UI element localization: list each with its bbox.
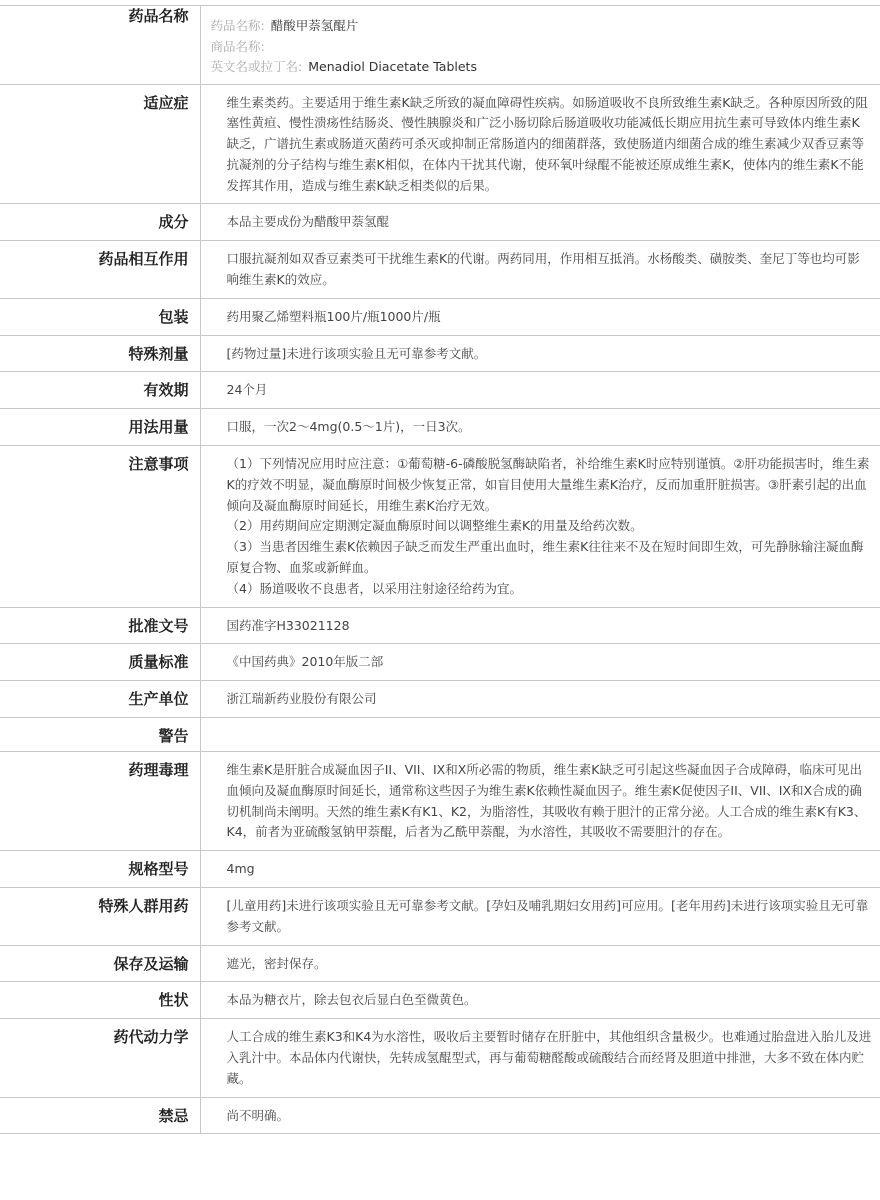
generic-name-key: 药品名称:: [210, 18, 265, 33]
value-paragraph: 遮光，密封保存。: [226, 955, 327, 971]
row-label: 用法用量: [0, 409, 200, 446]
row-value: [200, 446, 880, 608]
row-section: [0, 681, 880, 718]
row-value: [200, 718, 880, 752]
row-section: [0, 888, 880, 946]
row-section: [0, 204, 880, 241]
row-value: [200, 681, 880, 718]
value-paragraph: 维生素K是肝脏合成凝血因子II、VII、IX和X所必需的物质，维生素K缺乏可引起这些凝血因子合成障碍，临床可见出血倾向及凝血酶原时间延长，通常称这些因子为维生素K依赖性凝血因子。维生素K促使因子II、VII、IX和X合成的确切机制尚未阐明。天然的维生素K有K1、K2，为脂溶性，其吸收有赖于胆汁的正常分泌。人工合成的维生素K有K3、K4，前者为亚硫酸氢钠甲萘醌，后者为乙酰甲萘醌，为水溶性，其吸收不需要胆汁的存在。: [226, 762, 867, 840]
row-section: [0, 335, 880, 372]
value-paragraph: 24个月: [226, 382, 268, 398]
row-value: [200, 84, 880, 204]
row-section: [0, 372, 880, 409]
row-value: [200, 982, 880, 1019]
trade-name-key: 商品名称:: [210, 38, 265, 54]
row-section: [0, 945, 880, 982]
value-paragraph: 本品为糖衣片，除去包衣后显白色至微黄色。: [226, 992, 477, 1008]
value-paragraph: 药用聚乙烯塑料瓶100片/瓶1000片/瓶: [226, 308, 441, 324]
row-value: [200, 888, 880, 946]
row-label: 药代动力学: [0, 1019, 200, 1097]
value-paragraph: [药物过量]未进行该项实验且无可靠参考文献。: [226, 345, 487, 361]
value-paragraph: 尚不明确。: [226, 1107, 290, 1123]
row-value: [200, 607, 880, 644]
value-paragraph: 口服抗凝剂如双香豆素类可干扰维生素K的代谢。两药同用，作用相互抵消。水杨酸类、磺胺类、奎尼丁等也均可影响维生素K的效应。: [226, 251, 860, 288]
generic-name-line: [211, 16, 873, 37]
row-section: [0, 982, 880, 1019]
english-name-line: [211, 57, 873, 78]
row-value: [200, 204, 880, 241]
value-paragraph: （4）肠道吸收不良患者，以采用注射途径给药为宜。: [226, 580, 522, 596]
row-value: [200, 1019, 880, 1097]
value-paragraph: 口服，一次2～4mg(0.5～1片)，一日3次。: [226, 419, 471, 435]
row-section: [0, 409, 880, 446]
value-paragraph: （1）下列情况应用时应注意：①葡萄糖-6-磷酸脱氢酶缺陷者，补给维生素K时应特别谨慎。②肝功能损害时，维生素K的疗效不明显，凝血酶原时间极少恢复正常，如盲目使用大量维生素K治疗，反而加重肝脏损害。③肝素引起的出血倾向及凝血酶原时间延长，用维生素K治疗无效。: [226, 456, 870, 513]
empty-value: [227, 726, 873, 744]
row-value: [200, 752, 880, 851]
row-label: 规格型号: [0, 851, 200, 888]
row-label: 成分: [0, 204, 200, 241]
row-label: 药品相互作用: [0, 241, 200, 299]
english-name-key: 英文名或拉丁名:: [210, 59, 303, 74]
value-paragraph: 维生素类药。主要适用于维生素K缺乏所致的凝血障碍性疾病。如肠道吸收不良所致维生素K缺乏。各种原因所致的阻塞性黄疸、慢性溃疡性结肠炎、慢性胰腺炎和广泛小肠切除后肠道吸收功能减低长期应用抗生素可导致体内维生素K缺乏，广谱抗生素或肠道灭菌药可杀灭或抑制正常肠道内的细菌群落，致使肠道内细菌合成的维生素减少双香豆素等抗凝剂的分子结构与维生素K相似，在体内干扰其代谢，使环氧叶绿醌不能被还原成维生素K，使体内的维生素K不能发挥其作用，造成与维生素K缺乏相类似的后果。: [226, 94, 868, 193]
row-label: 特殊剂量: [0, 335, 200, 372]
row-section: [0, 752, 880, 851]
row-label: 包装: [0, 298, 200, 335]
drug-info-table: [0, 5, 880, 1134]
row-label: 注意事项: [0, 446, 200, 608]
row-section: [0, 718, 880, 752]
row-label: 批准文号: [0, 607, 200, 644]
row-value: [200, 851, 880, 888]
row-label: 禁忌: [0, 1097, 200, 1134]
row-section: [0, 1019, 880, 1097]
drug-name-details: [200, 6, 880, 85]
value-paragraph: 《中国药典》2010年版二部: [226, 654, 384, 670]
row-section: [0, 446, 880, 608]
row-section: [0, 241, 880, 299]
row-label: 药理毒理: [0, 752, 200, 851]
row-section: [0, 298, 880, 335]
row-label: 性状: [0, 982, 200, 1019]
value-paragraph: 人工合成的维生素K3和K4为水溶性，吸收后主要暂时储存在肝脏中，其他组织含量极少。也难通过胎盘进入胎儿及进入乳汁中。本品体内代谢快，先转成氢醌型式，再与葡萄糖醛酸或硫酸结合而经肾及胆道中排泄，大多不致在体内贮藏。: [226, 1029, 872, 1086]
row-label: 警告: [0, 718, 200, 752]
row-label: 药品名称: [0, 6, 200, 85]
row-label: 质量标准: [0, 644, 200, 681]
english-name-value: Menadiol Diacetate Tablets: [308, 59, 477, 74]
row-value: [200, 945, 880, 982]
row-value: [200, 1097, 880, 1134]
value-paragraph: [儿童用药]未进行该项实验且无可靠参考文献。[孕妇及哺乳期妇女用药]可应用。[老年用药]未进行该项实验且无可靠参考文献。: [226, 898, 869, 934]
row-value: [200, 372, 880, 409]
row-value: [200, 298, 880, 335]
row-drug-name: [0, 6, 880, 85]
row-section: [0, 607, 880, 644]
row-label: 生产单位: [0, 681, 200, 718]
row-section: [0, 1097, 880, 1134]
row-label: 适应症: [0, 84, 200, 204]
value-paragraph: 浙江瑞新药业股份有限公司: [226, 691, 377, 707]
trade-name-line: [211, 37, 873, 58]
row-value: [200, 644, 880, 681]
value-paragraph: （2）用药期间应定期测定凝血酶原时间以调整维生素K的用量及给药次数。: [226, 518, 643, 534]
value-paragraph: 本品主要成份为醋酸甲萘氢醌: [226, 214, 390, 230]
row-value: [200, 335, 880, 372]
row-label: 特殊人群用药: [0, 888, 200, 946]
row-section: [0, 644, 880, 681]
row-section: [0, 851, 880, 888]
value-paragraph: 国药准字H33021128: [226, 617, 350, 633]
row-section: [0, 84, 880, 204]
value-paragraph: （3）当患者因维生素K依赖因子缺乏而发生严重出血时，维生素K往往来不及在短时间即生效，可先静脉输注凝血酶原复合物、血浆或新鲜血。: [226, 539, 864, 576]
row-value: [200, 241, 880, 299]
row-label: 保存及运输: [0, 945, 200, 982]
row-value: [200, 409, 880, 446]
value-paragraph: 4mg: [226, 861, 255, 877]
row-label: 有效期: [0, 372, 200, 409]
generic-name-value: 醋酸甲萘氢醌片: [270, 18, 359, 33]
